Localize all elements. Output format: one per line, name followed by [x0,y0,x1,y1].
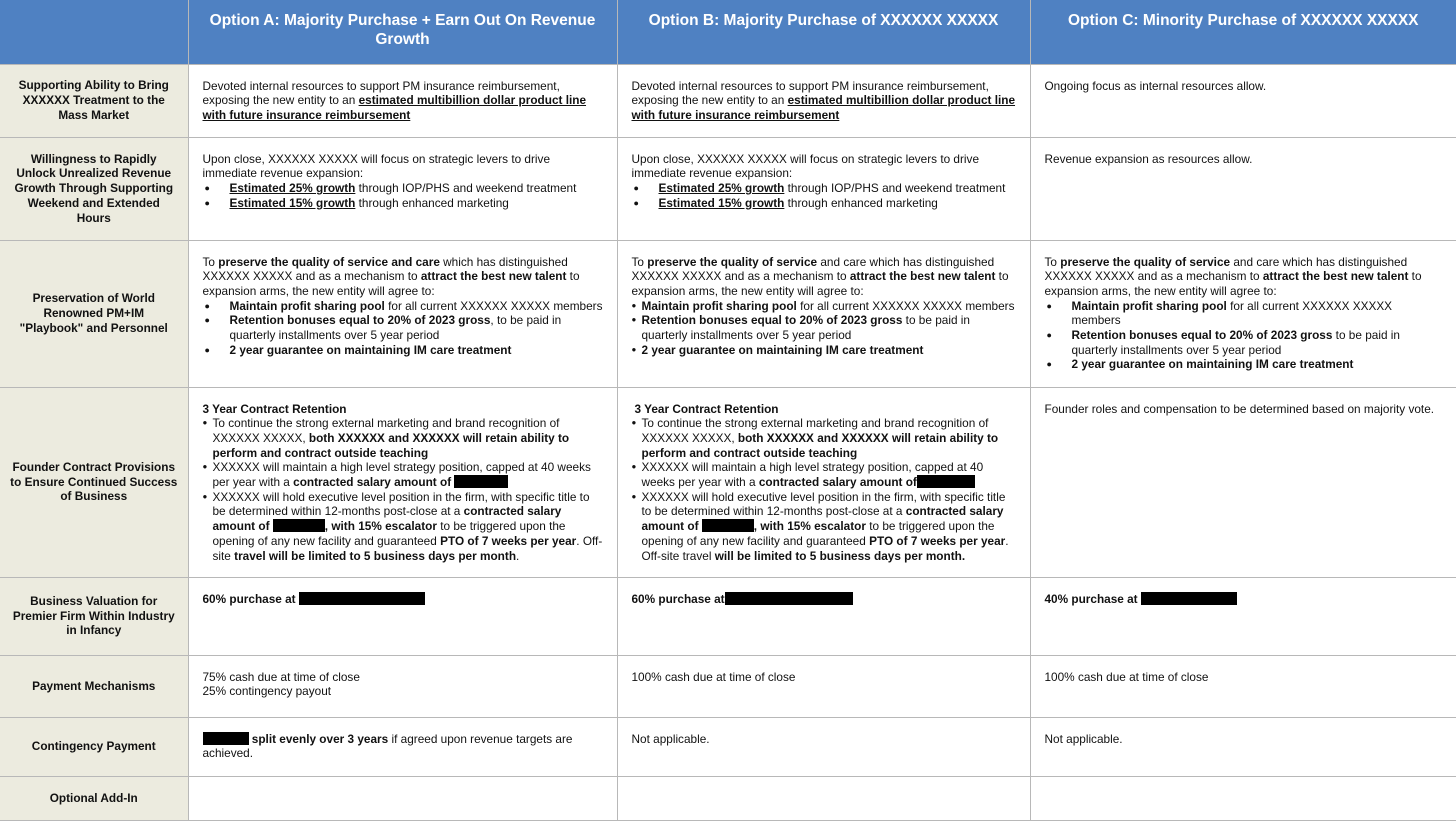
row-founder-contract [0,387,1456,577]
row-label: Willingness to Rapidly Unlock Unrealized Revenue Growth Through Supporting Weekend and Extended Hours [0,137,188,240]
header-option-b: Option B: Majority Purchase of XXXXXX XXXXX [617,0,1030,64]
cell-option-b: Upon close, XXXXXX XXXXX will focus on strategic levers to drive immediate revenue expansion: ● Estimated 25% growth through IOP/PHS and weekend treatment ● Estimated 15% growth through enhanced marketing [617,137,1030,240]
cell-option-b: 100% cash due at time of close [617,655,1030,717]
cell-option-a: To preserve the quality of service and care which has distinguished XXXXXX XXXXX and as a mechanism to attract the best new talent to expansion arms, the new entity will agree to: ● Maintain profit sharing pool for all current XXXXXX XXXXX members ● Retention bonuses equal to 20% of 2023 gross, to be paid in quarterly installments over 5 year period ● 2 year guarantee on maintaining IM care treatment [188,240,617,387]
cell-option-c: Revenue expansion as resources allow. [1030,137,1456,240]
cell-option-a: Upon close, XXXXXX XXXXX will focus on strategic levers to drive immediate revenue expansion: ● Estimated 25% growth through IOP/PHS and weekend treatment ● Estimated 15% growth through enhanced marketing [188,137,617,240]
header-corner-cell [0,0,188,64]
row-label: Supporting Ability to Bring XXXXXX Treatment to the Mass Market [0,64,188,137]
row-revenue-growth [0,137,1456,240]
cell-option-a [188,387,617,577]
cell-option-c: To preserve the quality of service and care which has distinguished XXXXXX XXXXX and as a mechanism to attract the best new talent to expansion arms, the new entity will agree to: ● Maintain profit sharing pool for all current XXXXXX XXXXX members ● Retention bonuses equal to 20% of 2023 gross to be paid in quarterly installments over 5 year period ● 2 year guarantee on maintaining IM care treatment [1030,240,1456,387]
cell-option-b: Not applicable. [617,717,1030,776]
header-option-c: Option C: Minority Purchase of XXXXXX XXXXX [1030,0,1456,64]
cell-option-c [1030,776,1456,820]
list-item: ● Estimated 15% growth through enhanced marketing [230,196,603,211]
list-item: ● 2 year guarantee on maintaining IM care treatment [230,343,603,358]
redaction-block [299,592,425,605]
list-item: ● Maintain profit sharing pool for all current XXXXXX XXXXX members [230,299,603,314]
row-payment-mechanisms [0,655,1456,717]
list-item: ● XXXXXX will maintain a high level strategy position, capped at 40 weeks per year with a contracted salary amount of [213,460,603,489]
cell-option-b: Devoted internal resources to support PM insurance reimbursement, exposing the new entity to an estimated multibillion dollar product line with future insurance reimbursement [617,64,1030,137]
row-label: Optional Add-In [0,776,188,820]
redaction-block [273,519,325,532]
list-item: ● Retention bonuses equal to 20% of 2023 gross to be paid in quarterly installments over 5 year period [1072,328,1443,357]
list-item: ● XXXXXX will hold executive level position in the firm, with specific title to be determined within 12-months post-close at a contracted salary amount of , with 15% escalator to be triggered upon the opening of any new facility and guaranteed PTO of 7 weeks per year. Off-site travel will be limited to 5 business days per month. [213,490,603,564]
row-valuation [0,577,1456,655]
cell-option-a: 60% purchase at [188,577,617,655]
cell-option-c: Not applicable. [1030,717,1456,776]
section-title: 3 Year Contract Retention [634,401,779,416]
list-item: ● 2 year guarantee on maintaining IM care treatment [1072,357,1443,372]
bullet-list [632,416,1016,563]
list-item: ● Retention bonuses equal to 20% of 2023 gross to be paid in quarterly installments over 5 year period [642,313,1016,342]
header-row [0,0,1456,64]
cell-option-b: 60% purchase at [617,577,1030,655]
list-item: ● To continue the strong external marketing and brand recognition of XXXXXX XXXXX, both XXXXXX and XXXXXX will retain ability to perform and contract outside teaching [642,416,1016,460]
bullet-list [632,181,1016,210]
cell-option-c: Ongoing focus as internal resources allow. [1030,64,1456,137]
row-label: Contingency Payment [0,717,188,776]
row-label: Preservation of World Renowned PM+IM "Playbook" and Personnel [0,240,188,387]
cell-option-a [188,776,617,820]
list-item: ● Maintain profit sharing pool for all current XXXXXX XXXXX members [1072,299,1443,328]
cell-option-b [617,387,1030,577]
cell-option-b [617,776,1030,820]
bullet-list [203,416,603,563]
list-item: ● To continue the strong external marketing and brand recognition of XXXXXX XXXXX, both XXXXXX and XXXXXX will retain ability to perform and contract outside teaching [213,416,603,460]
bullet-list [1045,299,1443,373]
list-item: ● 2 year guarantee on maintaining IM care treatment [642,343,1016,358]
cell-option-a: Devoted internal resources to support PM insurance reimbursement, exposing the new entity to an estimated multibillion dollar product line with future insurance reimbursement [188,64,617,137]
redaction-block [454,475,508,488]
row-playbook [0,240,1456,387]
list-item: ● XXXXXX will maintain a high level strategy position, capped at 40 weeks per year with a contracted salary amount of [642,460,1016,489]
bullet-list [203,299,603,358]
cell-option-c: 40% purchase at [1030,577,1456,655]
cell-option-c: Founder roles and compensation to be determined based on majority vote. [1030,387,1456,577]
row-label: Founder Contract Provisions to Ensure Continued Success of Business [0,387,188,577]
list-item: ● Estimated 25% growth through IOP/PHS and weekend treatment [659,181,1016,196]
section-title: 3 Year Contract Retention [202,401,347,416]
row-mass-market [0,64,1456,137]
cell-option-a: 75% cash due at time of close 25% contingency payout [188,655,617,717]
cell-option-a: split evenly over 3 years if agreed upon revenue targets are achieved. [188,717,617,776]
redaction-block [917,475,975,488]
cell-option-b: To preserve the quality of service and care which has distinguished XXXXXX XXXXX and as a mechanism to attract the best new talent to expansion arms, the new entity will agree to: ● Maintain profit sharing pool for all current XXXXXX XXXXX members ● Retention bonuses equal to 20% of 2023 gross to be paid in quarterly installments over 5 year period ● 2 year guarantee on maintaining IM care treatment [617,240,1030,387]
list-item: ● Maintain profit sharing pool for all current XXXXXX XXXXX members [642,299,1016,314]
redaction-block [1141,592,1237,605]
list-item: ● Estimated 25% growth through IOP/PHS and weekend treatment [230,181,603,196]
list-item: ● XXXXXX will hold executive level position in the firm, with specific title to be determined within 12-months post-close at a contracted salary amount of , with 15% escalator to be triggered upon the opening of any new facility and guaranteed PTO of 7 weeks per year. Off-site travel will be limited to 5 business days per month. [642,490,1016,564]
redaction-block [702,519,754,532]
row-optional-add-in [0,776,1456,820]
redaction-block [203,732,249,745]
list-item: ● Estimated 15% growth through enhanced marketing [659,196,1016,211]
header-option-a: Option A: Majority Purchase + Earn Out On Revenue Growth [188,0,617,64]
bullet-list [203,181,603,210]
list-item: ● Retention bonuses equal to 20% of 2023 gross, to be paid in quarterly installments over 5 year period [230,313,603,342]
row-label: Business Valuation for Premier Firm Within Industry in Infancy [0,577,188,655]
bullet-list [632,299,1016,358]
cell-option-c: 100% cash due at time of close [1030,655,1456,717]
redaction-block [725,592,853,605]
row-label: Payment Mechanisms [0,655,188,717]
row-contingency-payment [0,717,1456,776]
